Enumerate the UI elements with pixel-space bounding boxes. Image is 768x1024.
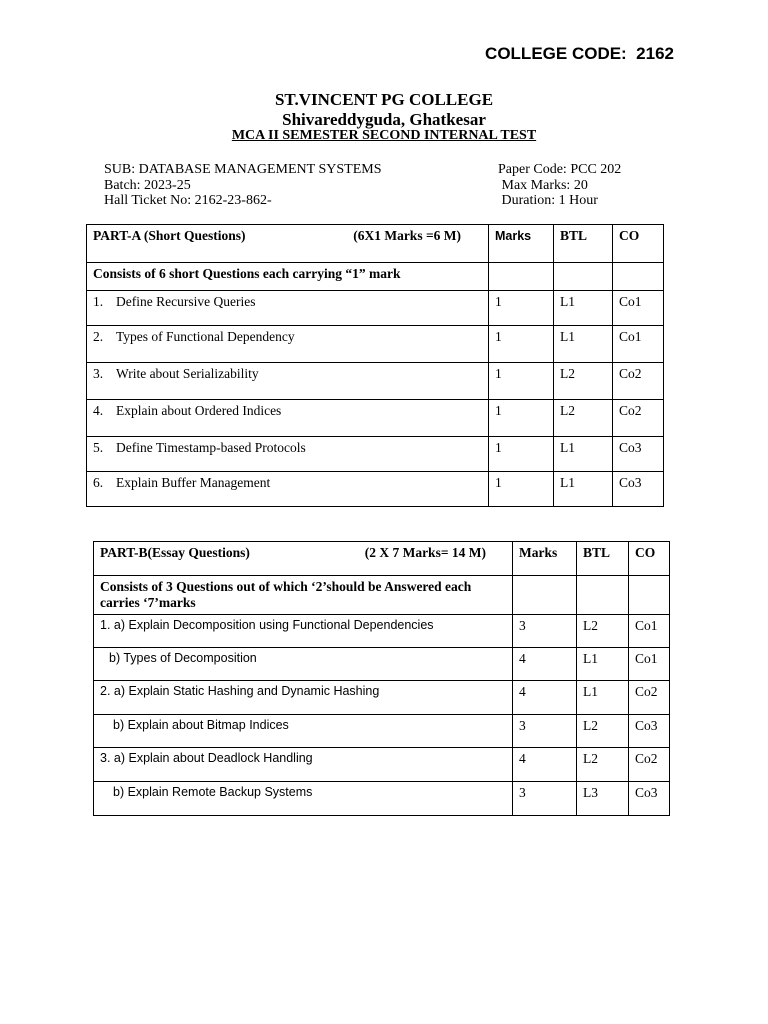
question-marks: 3 — [519, 618, 526, 633]
question-marks: 3 — [519, 785, 526, 800]
question-co: Co1 — [619, 294, 642, 309]
question-marks: 4 — [519, 651, 526, 666]
question-text: Define Timestamp-based Protocols — [116, 440, 306, 455]
question-btl: L3 — [583, 785, 598, 800]
part-b-instruction: Consists of 3 Questions out of which ‘2’should be Answered each carries ‘7’marks — [100, 579, 472, 610]
question-marks: 1 — [495, 403, 502, 418]
question-btl: L1 — [560, 475, 575, 490]
college-code — [485, 44, 674, 64]
max-marks-line: Max Marks: 20 — [498, 177, 588, 193]
question-text: Explain Buffer Management — [116, 475, 271, 490]
question-text: Write about Serializability — [116, 366, 259, 381]
question-co: Co1 — [635, 618, 658, 633]
exam-info-left — [104, 162, 382, 209]
part-b-col-btl: BTL — [583, 545, 611, 560]
question-btl: L2 — [583, 751, 598, 766]
question-marks: 1 — [495, 329, 502, 344]
part-a-marks-info: (6X1 Marks =6 M) — [353, 228, 461, 243]
question-text: 3. a) Explain about Deadlock Handling — [100, 751, 313, 765]
part-b-title: PART-B(Essay Questions) — [100, 545, 250, 560]
part-a-col-marks: Marks — [495, 229, 532, 243]
question-number: 4. — [93, 403, 104, 418]
question-text: Types of Functional Dependency — [116, 329, 295, 344]
question-co: Co3 — [635, 718, 658, 733]
exam-info-right — [498, 162, 621, 209]
question-co: Co2 — [619, 366, 642, 381]
college-code-value: 2162 — [636, 44, 674, 63]
hall-ticket-line: Hall Ticket No: 2162-23-862- — [104, 193, 272, 208]
table-row — [87, 472, 664, 507]
table-row — [87, 291, 664, 326]
question-co: Co2 — [635, 751, 658, 766]
college-place: Shivareddyguda, Ghatkesar — [282, 110, 486, 129]
exam-title: MCA II SEMESTER SECOND INTERNAL TEST — [231, 128, 537, 143]
question-btl: L1 — [560, 294, 575, 309]
part-a-table — [86, 224, 664, 507]
question-marks: 1 — [495, 294, 502, 309]
table-row — [94, 782, 670, 816]
question-co: Co3 — [619, 440, 642, 455]
table-row — [87, 326, 664, 363]
question-marks: 4 — [519, 684, 526, 699]
question-co: Co3 — [635, 785, 658, 800]
question-btl: L2 — [583, 718, 598, 733]
table-row — [94, 681, 670, 715]
question-marks: 1 — [495, 440, 502, 455]
table-row — [87, 437, 664, 472]
question-marks: 4 — [519, 751, 526, 766]
question-number: 5. — [93, 440, 104, 455]
question-co: Co1 — [635, 651, 658, 666]
subject-line: SUB: DATABASE MANAGEMENT SYSTEMS — [104, 162, 382, 177]
question-co: Co2 — [619, 403, 642, 418]
part-b-marks-info: (2 X 7 Marks= 14 M) — [364, 545, 486, 560]
batch-line: Batch: 2023-25 — [104, 177, 191, 193]
question-marks: 1 — [495, 475, 502, 490]
question-co: Co3 — [619, 475, 642, 490]
paper-code-line: Paper Code: PCC 202 — [498, 162, 622, 177]
question-text: b) Explain about Bitmap Indices — [113, 718, 289, 732]
college-name: ST.VINCENT PG COLLEGE — [274, 90, 494, 109]
part-a-col-co: CO — [619, 228, 640, 243]
question-btl: L2 — [560, 366, 575, 381]
part-b-instruction-row — [94, 576, 670, 615]
part-a-instruction-row — [87, 263, 664, 291]
part-b-col-marks: Marks — [519, 545, 558, 560]
question-text: Define Recursive Queries — [116, 294, 256, 309]
part-b-header-row — [94, 542, 670, 576]
question-marks: 1 — [495, 366, 502, 381]
question-text: 2. a) Explain Static Hashing and Dynamic Hashing — [100, 684, 380, 698]
part-b-table — [93, 541, 670, 816]
question-btl: L1 — [560, 440, 575, 455]
part-a-header-row — [87, 225, 664, 263]
question-text: Explain about Ordered Indices — [116, 403, 282, 418]
table-row — [87, 400, 664, 437]
part-a-col-btl: BTL — [560, 228, 588, 243]
question-btl: L1 — [583, 684, 598, 699]
question-co: Co2 — [635, 684, 658, 699]
table-row — [94, 648, 670, 681]
question-btl: L2 — [583, 618, 598, 633]
question-btl: L1 — [560, 329, 575, 344]
duration-line: Duration: 1 Hour — [498, 193, 598, 208]
question-text: b) Explain Remote Backup Systems — [113, 785, 313, 799]
part-b-col-co: CO — [635, 545, 656, 560]
question-text: b) Types of Decomposition — [109, 651, 257, 665]
college-code-label: COLLEGE CODE: — [485, 44, 627, 63]
question-marks: 3 — [519, 718, 526, 733]
question-btl: L1 — [583, 651, 598, 666]
question-number: 6. — [93, 475, 104, 490]
question-number: 1. — [93, 294, 104, 309]
question-number: 3. — [93, 366, 104, 381]
part-a-title: PART-A (Short Questions) — [93, 228, 246, 243]
table-row — [94, 748, 670, 782]
table-row — [87, 363, 664, 400]
table-row — [94, 715, 670, 748]
part-a-instruction: Consists of 6 short Questions each carrying “1” mark — [93, 266, 401, 281]
table-row — [94, 615, 670, 648]
question-text: 1. a) Explain Decomposition using Functional Dependencies — [100, 618, 434, 632]
question-number: 2. — [93, 329, 104, 344]
question-btl: L2 — [560, 403, 575, 418]
question-co: Co1 — [619, 329, 642, 344]
